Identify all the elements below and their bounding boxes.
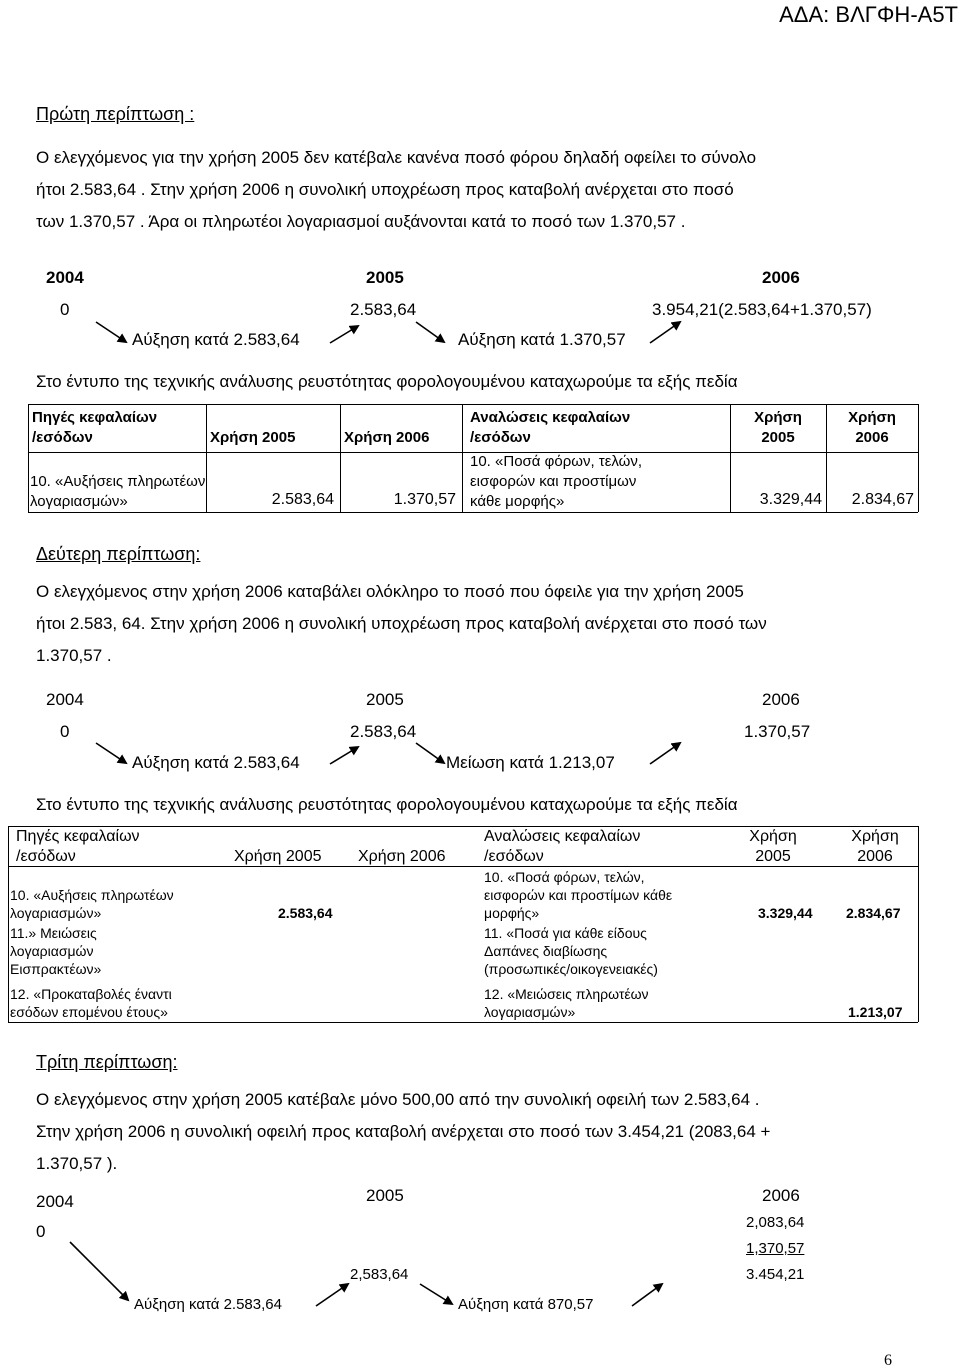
header-right-2006: Χρήση 2006 [848, 409, 896, 446]
value-2006: 3.954,21(2.583,64+1.370,57) [652, 300, 872, 319]
row-taxes-amounts: 10. «Ποσά φόρων, τελών, εισφορών και προστίμων κάθε μορφής» [470, 453, 643, 510]
arrow-down-icon [96, 322, 126, 342]
case1-paragraph-line1: Ο ελεγχόμενος για την χρήση 2005 δεν κατέβαλε κανένα ποσό φόρου δηλαδή οφείλει το σύνολο [36, 148, 757, 167]
arrow-down-icon [96, 743, 126, 763]
arrow-up-icon [330, 747, 358, 764]
year-2005: 2005 [366, 690, 404, 709]
header-sources: Πηγές κεφαλαίων /εσόδων [16, 828, 140, 865]
year-2006: 2006 [762, 268, 800, 287]
case1-title: Πρώτη περίπτωση : [36, 104, 195, 124]
page-number: 6 [884, 1352, 892, 1369]
value-2004: 0 [60, 300, 70, 319]
case3-paragraph-line2: Στην χρήση 2006 η συνολική οφειλή προς καταβολή ανέρχεται στο ποσό των 3.454,21 (2083,64 + [36, 1122, 771, 1141]
header-use-2005: Χρήση 2005 [210, 429, 296, 446]
header-uses: Αναλώσεις κεφαλαίων /εσόδων [484, 828, 641, 865]
case2-form-intro: Στο έντυπο της τεχνικής ανάλυσης ρευστότητας φορολογουμένου καταχωρούμε τα εξής πεδία [36, 795, 738, 814]
arrow-up-icon [330, 326, 358, 343]
case2-paragraph-line1: Ο ελεγχόμενος στην χρήση 2006 καταβάλει ολόκληρο το ποσό που όφειλε για την χρήση 2005 [36, 582, 744, 601]
year-2004: 2004 [46, 268, 84, 287]
row-10-left-2005: 2.583,64 [278, 905, 333, 921]
case2-paragraph-line2: ήτοι 2.583, 64. Στην χρήση 2006 η συνολική υποχρέωση προς καταβολή ανέρχεται στο ποσό των [36, 614, 767, 633]
row-increase-payables-2005: 2.583,64 [271, 491, 334, 508]
case1-paragraph-line3: των 1.370,57 . Άρα οι πληρωτέοι λογαριασμοί αυξάνονται κατά το ποσό των 1.370,57 . [36, 212, 686, 231]
header-right-2005: Χρήση 2005 [749, 828, 797, 865]
increase-label-2: Αύξηση κατά 870,57 [458, 1296, 594, 1313]
row-11-left: 11.» Μειώσεις λογαριασμών Εισπρακτέων» [10, 925, 102, 977]
year-2005: 2005 [366, 268, 404, 287]
value-2006-total: 3.454,21 [746, 1266, 805, 1283]
row-10-right-2006: 2.834,67 [846, 905, 901, 921]
case3-title: Τρίτη περίπτωση: [36, 1052, 178, 1072]
value-2005: 2,583,64 [350, 1266, 409, 1283]
year-2004: 2004 [46, 690, 84, 709]
increase-label-1: Αύξηση κατά 2.583,64 [132, 753, 300, 772]
row-taxes-2006: 2.834,67 [851, 491, 914, 508]
arrow-up-icon [316, 1284, 348, 1306]
value-2005: 2.583,64 [350, 300, 417, 319]
increase-label-1: Αύξηση κατά 2.583,64 [132, 330, 300, 349]
arrow-up-icon [650, 743, 680, 764]
header-use-2005: Χρήση 2005 [234, 848, 322, 865]
header-use-2006: Χρήση 2006 [344, 429, 430, 446]
value-2006: 1.370,57 [744, 722, 811, 741]
arrow-down-icon [420, 1284, 452, 1304]
case2-paragraph-line3: 1.370,57 . [36, 646, 112, 665]
case1-form-intro: Στο έντυπο της τεχνικής ανάλυσης ρευστότητας φορολογουμένου καταχωρούμε τα εξής πεδία [36, 372, 738, 391]
header-right-2005: Χρήση 2005 [754, 409, 802, 446]
header-uses: Αναλώσεις κεφαλαίων /εσόδων [470, 409, 631, 446]
arrow-up-icon [632, 1284, 662, 1306]
increase-label-1: Αύξηση κατά 2.583,64 [134, 1296, 282, 1313]
increase-label-2: Αύξηση κατά 1.370,57 [458, 330, 626, 349]
row-12-left: 12. «Προκαταβολές έναντι εσόδων επομένου έτους» [10, 986, 172, 1020]
header-sources: Πηγές κεφαλαίων /εσόδων [32, 409, 158, 446]
year-2006: 2006 [762, 690, 800, 709]
arrow-down-icon [70, 1242, 128, 1300]
row-10-right-2005: 3.329,44 [758, 905, 813, 921]
row-increase-payables: 10. «Αυξήσεις πληρωτέων λογαριασμών» [30, 473, 206, 510]
value-2005: 2.583,64 [350, 722, 417, 741]
arrow-down-icon [416, 743, 444, 763]
ada-header: ΑΔΑ: ΒΛΓΦΗ-Α5Τ [779, 2, 958, 27]
case3-paragraph-line1: Ο ελεγχόμενος στην χρήση 2005 κατέβαλε μόνο 500,00 από την συνολική οφειλή των 2.583,64 . [36, 1090, 760, 1109]
decrease-label-1: Μείωση κατά 1.213,07 [446, 753, 615, 772]
row-10-left: 10. «Αυξήσεις πληρωτέων λογαριασμών» [10, 887, 174, 921]
year-2004: 2004 [36, 1192, 74, 1211]
case3-paragraph-line3: 1.370,57 ). [36, 1154, 118, 1173]
arrow-down-icon [416, 322, 444, 342]
value-2006-part1: 2,083,64 [746, 1214, 805, 1231]
row-taxes-2005: 3.329,44 [759, 491, 822, 508]
value-2004: 0 [36, 1222, 46, 1241]
value-2006-part2: 1,370,57 [746, 1240, 805, 1257]
arrow-up-icon [650, 322, 680, 343]
value-2004: 0 [60, 722, 70, 741]
row-12-right: 12. «Μειώσεις πληρωτέων λογαριασμών» [484, 986, 649, 1020]
case1-paragraph-line2: ήτοι 2.583,64 . Στην χρήση 2006 η συνολική υποχρέωση προς καταβολή ανέρχεται στο ποσό [36, 180, 734, 199]
row-10-right: 10. «Ποσά φόρων, τελών, εισφορών και προστίμων κάθε μορφής» [484, 869, 673, 921]
year-2005: 2005 [366, 1186, 404, 1205]
row-12-right-2006: 1.213,07 [848, 1004, 903, 1020]
case2-title: Δεύτερη περίπτωση: [36, 544, 201, 564]
header-right-2006: Χρήση 2006 [851, 828, 899, 865]
row-11-right: 11. «Ποσά για κάθε είδους Δαπάνες διαβίωσης (προσωπικές/οικογενειακές) [484, 925, 658, 977]
year-2006: 2006 [762, 1186, 800, 1205]
row-increase-payables-2006: 1.370,57 [393, 491, 456, 508]
header-use-2006: Χρήση 2006 [358, 848, 446, 865]
